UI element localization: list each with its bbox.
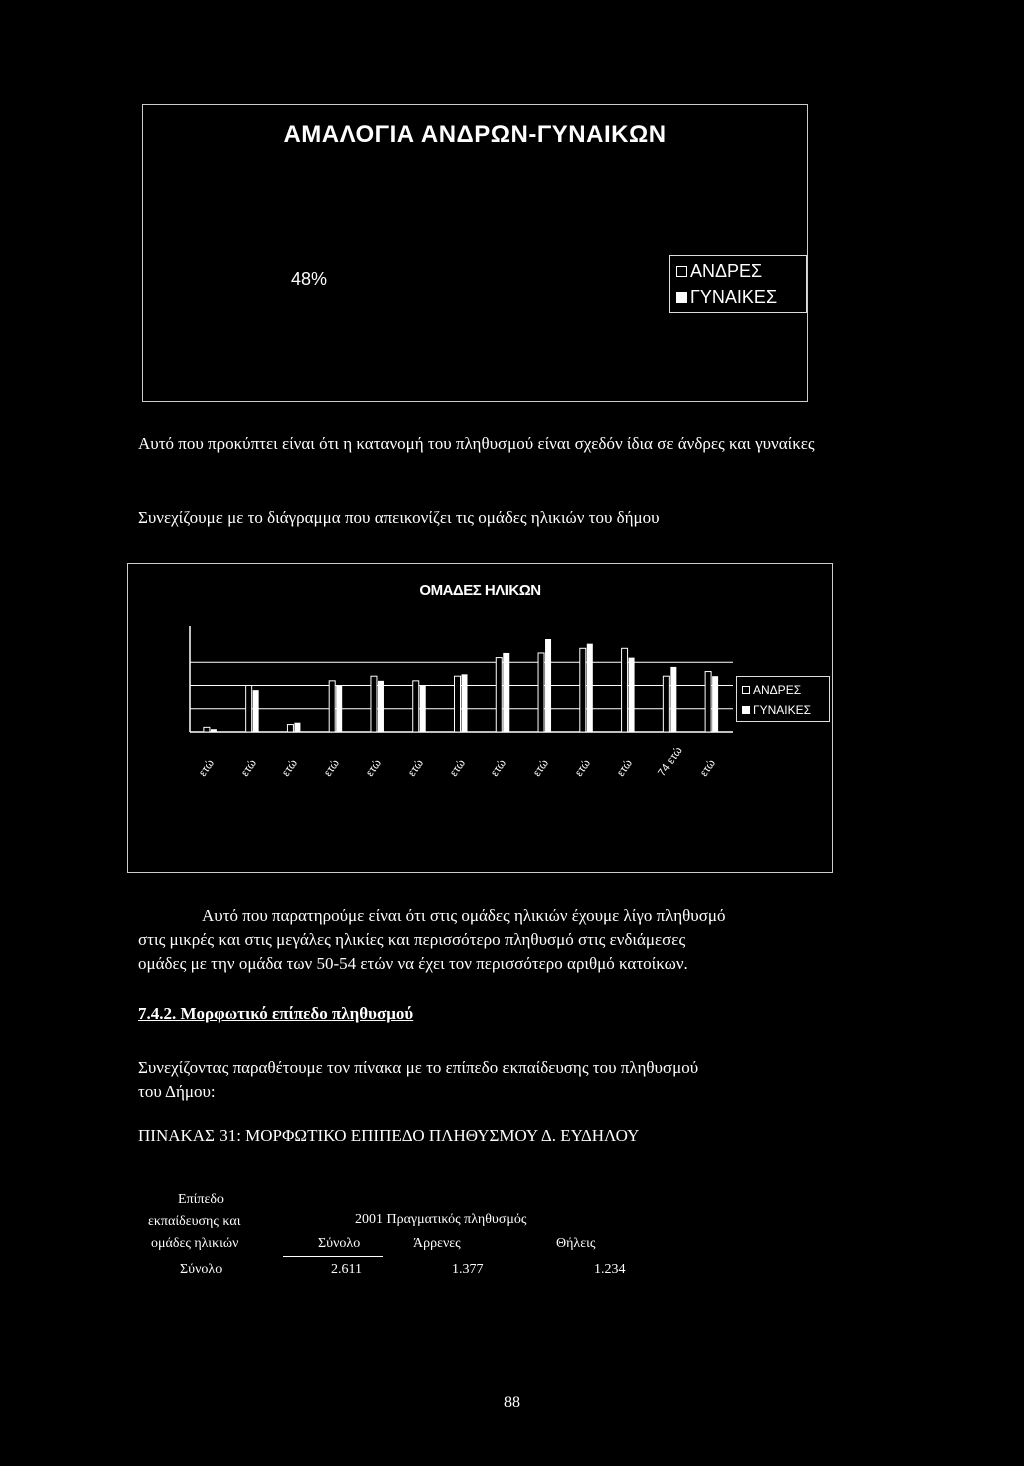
x-tick-label-3: ετώ xyxy=(322,757,343,779)
paragraph-age-line-3: ομάδες με την ομάδα των 50-54 ετών να έχει τον περισσότερο αριθμό κατοίκων. xyxy=(138,954,688,973)
legend-label-women: ΓΥΝΑΙΚΕΣ xyxy=(690,287,778,307)
paragraph-age-line-2: στις μικρές και στις μεγάλες ηλικίες και περισσότερο πληθυσμό στις ενδιάμεσες xyxy=(138,930,686,949)
table-cell-total: 2.611 xyxy=(331,1262,362,1277)
page-number: 88 xyxy=(504,1394,520,1411)
x-tick-label-6: ετώ xyxy=(447,757,468,779)
pie-percent-label: 48% xyxy=(291,269,328,289)
table-row-label: Σύνολο xyxy=(180,1262,223,1277)
table-title: ΠΙΝΑΚΑΣ 31: ΜΟΡΦΩΤΙΚΟ ΕΠΙΠΕΔΟ ΠΛΗΘΥΣΜΟΥ Δ. ΕΥΔΗΛΟΥ xyxy=(138,1126,640,1145)
bar-legend-label-men: ΑΝΔΡΕΣ xyxy=(753,683,802,697)
paragraph-age-line-1: Αυτό που παρατηρούμε είναι ότι στις ομάδες ηλικιών έχουμε λίγο πληθυσμό xyxy=(202,906,726,925)
paragraph-age-groups-intro: Συνεχίζουμε με το διάγραμμα που απεικονίζει τις ομάδες ηλικιών του δήμου xyxy=(138,508,660,527)
x-tick-label-10: ετώ xyxy=(614,757,635,779)
bar-chart-title: ΟΜΑΔΕΣ ΗΛΙΚΩΝ xyxy=(419,582,541,599)
x-tick-label-5: ετώ xyxy=(405,757,426,779)
x-tick-label-8: ετώ xyxy=(531,757,552,779)
bar-legend-label-women: ΓΥΝΑΙΚΕΣ xyxy=(753,703,812,717)
x-tick-label-9: ετώ xyxy=(572,757,593,779)
table-col-female: Θήλεις xyxy=(556,1236,596,1251)
table-col-male: Άρρενες xyxy=(413,1236,461,1251)
paragraph-education-line-1: Συνεχίζοντας παραθέτουμε τον πίνακα με το επίπεδο εκπαίδευσης του πληθυσμού xyxy=(138,1058,699,1077)
paragraph-education-line-2: του Δήμου: xyxy=(138,1082,216,1101)
table-col-total: Σύνολο xyxy=(318,1236,361,1251)
x-tick-label-12: ετώ xyxy=(698,757,719,779)
x-tick-label-7: ετώ xyxy=(489,757,510,779)
x-tick-label-11: 74 ετώ xyxy=(656,744,686,779)
table-header-col1-line3: ομάδες ηλικιών xyxy=(151,1236,239,1251)
x-tick-label-4: ετώ xyxy=(363,757,384,779)
table-header-underline xyxy=(283,1256,383,1257)
table-cell-male: 1.377 xyxy=(452,1262,484,1277)
x-tick-label-0: ετώ xyxy=(196,757,217,779)
paragraph-gender-distribution: Αυτό που προκύπτει είναι ότι η κατανομή του πληθυσμού είναι σχεδόν ίδια σε άνδρες και γυναίκες xyxy=(138,434,815,453)
table-header-col1-line1: Επίπεδο xyxy=(178,1192,224,1207)
section-heading: 7.4.2. Μορφωτικό επίπεδο πληθυσμού xyxy=(138,1004,414,1023)
x-tick-label-1: ετώ xyxy=(238,757,259,779)
legend-label-men: ΑΝΔΡΕΣ xyxy=(690,261,763,281)
pie-chart-title: ΑΜΑΛΟΓΙΑ ΑΝΔΡΩΝ-ΓΥΝΑΙΚΩΝ xyxy=(283,121,667,148)
x-tick-label-2: ετώ xyxy=(280,757,301,779)
table-header-col1-line2: εκπαίδευσης και xyxy=(148,1214,241,1229)
table-cell-female: 1.234 xyxy=(594,1262,626,1277)
table-header-group: 2001 Πραγματικός πληθυσμός xyxy=(355,1212,527,1227)
